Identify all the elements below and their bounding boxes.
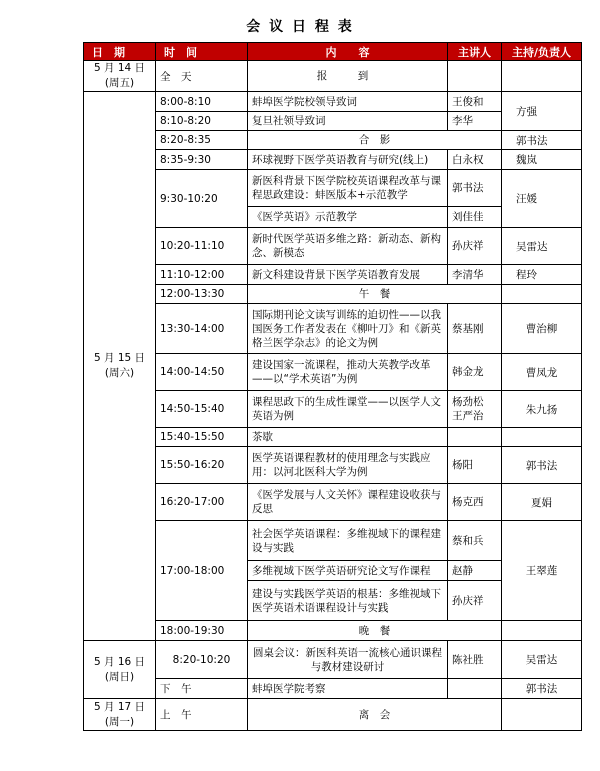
table-row — [84, 447, 582, 484]
content-cell: 《医学发展与人文关怀》课程建设收获与反思 — [248, 484, 448, 521]
header-host: 主持/负责人 — [502, 43, 582, 61]
host-cell — [502, 621, 582, 641]
date-cell: 5 月 14 日 (周五) — [84, 61, 156, 92]
table-row — [84, 354, 582, 391]
time-cell: 14:50-15:40 — [156, 391, 248, 428]
table-row — [84, 92, 582, 112]
speaker-cell: 李清华 — [448, 265, 502, 285]
host-cell: 曹治柳 — [502, 304, 582, 354]
host-cell: 程玲 — [502, 265, 582, 285]
host-cell: 夏娟 — [502, 484, 582, 521]
content-cell: 蚌埠医学院考察 — [248, 679, 448, 699]
content-cell: 茶歇 — [248, 428, 448, 447]
header-date: 日 期 — [84, 43, 156, 61]
content-cell: 建设与实践医学英语的根基：多维视域下医学英语术语课程设计与实践 — [248, 581, 448, 621]
speaker-cell: 杨克西 — [448, 484, 502, 521]
time-cell: 15:50-16:20 — [156, 447, 248, 484]
time-cell: 10:20-11:10 — [156, 228, 248, 265]
speaker-cell: 陈社胜 — [448, 641, 502, 679]
speaker-cell: 白永权 — [448, 150, 502, 170]
speaker-cell: 郭书法 — [448, 170, 502, 207]
table-row — [84, 521, 582, 561]
host-cell: 方强 — [502, 92, 582, 131]
speaker-cell: 杨阳 — [448, 447, 502, 484]
header-content: 内 容 — [248, 43, 448, 61]
date-cell: 5 月 15 日 (周六) — [84, 92, 156, 641]
speaker-cell: 蔡基刚 — [448, 304, 502, 354]
speaker-cell: 王俊和 — [448, 92, 502, 112]
table-row — [84, 699, 582, 731]
content-cell: 环球视野下医学英语教育与研究(线上) — [248, 150, 448, 170]
content-cell: 午 餐 — [248, 285, 502, 304]
speaker-cell: 韩金龙 — [448, 354, 502, 391]
time-cell: 8:00-8:10 — [156, 92, 248, 112]
speaker-cell — [448, 679, 502, 699]
content-cell: 合 影 — [248, 131, 502, 150]
table-row — [84, 61, 582, 92]
host-cell: 朱九扬 — [502, 391, 582, 428]
table-row — [84, 304, 582, 354]
table-row — [84, 170, 582, 207]
table-row — [84, 150, 582, 170]
time-cell: 14:00-14:50 — [156, 354, 248, 391]
content-cell: 蚌埠医学院校领导致词 — [248, 92, 448, 112]
content-cell: 新文科建设背景下医学英语教育发展 — [248, 265, 448, 285]
time-cell: 上 午 — [156, 699, 248, 731]
host-cell: 郭书法 — [502, 679, 582, 699]
time-cell: 11:10-12:00 — [156, 265, 248, 285]
host-cell — [502, 61, 582, 92]
header-row — [84, 43, 582, 61]
host-cell — [502, 285, 582, 304]
host-cell — [502, 428, 582, 447]
table-row — [84, 428, 582, 447]
header-speaker: 主讲人 — [448, 43, 502, 61]
host-cell: 吴雷达 — [502, 228, 582, 265]
schedule-table — [83, 42, 582, 731]
speaker-cell: 李华 — [448, 112, 502, 131]
date-cell: 5 月 17 日 (周一) — [84, 699, 156, 731]
content-cell: 新时代医学英语多维之路：新动态、新构念、新模态 — [248, 228, 448, 265]
speaker-cell: 杨劲松 王严治 — [448, 391, 502, 428]
table-row — [84, 265, 582, 285]
table-row — [84, 641, 582, 679]
speaker-cell: 刘佳佳 — [448, 207, 502, 228]
time-cell: 17:00-18:00 — [156, 521, 248, 621]
table-row — [84, 484, 582, 521]
time-cell: 12:00-13:30 — [156, 285, 248, 304]
speaker-cell — [448, 428, 502, 447]
table-row — [84, 285, 582, 304]
time-cell: 9:30-10:20 — [156, 170, 248, 228]
time-cell: 8:20-8:35 — [156, 131, 248, 150]
host-cell — [502, 699, 582, 731]
time-cell: 下 午 — [156, 679, 248, 699]
content-cell: 医学英语课程教材的使用理念与实践应用：以河北医科大学为例 — [248, 447, 448, 484]
time-cell: 15:40-15:50 — [156, 428, 248, 447]
speaker-cell: 蔡和兵 — [448, 521, 502, 561]
header-time: 时 间 — [156, 43, 248, 61]
speaker-cell — [448, 61, 502, 92]
host-cell: 魏岚 — [502, 150, 582, 170]
content-cell: 复旦社领导致词 — [248, 112, 448, 131]
host-cell: 郭书法 — [502, 447, 582, 484]
content-cell: 报 到 — [248, 61, 448, 92]
content-cell: 《医学英语》示范教学 — [248, 207, 448, 228]
table-row — [84, 228, 582, 265]
content-cell: 社会医学英语课程：多维视域下的课程建设与实践 — [248, 521, 448, 561]
content-cell: 课程思政下的生成性课堂——以医学人文英语为例 — [248, 391, 448, 428]
time-cell: 全 天 — [156, 61, 248, 92]
table-row — [84, 391, 582, 428]
time-cell: 8:35-9:30 — [156, 150, 248, 170]
content-cell: 多维视域下医学英语研究论文写作课程 — [248, 561, 448, 581]
page-title: 会 议 日 程 表 — [246, 19, 354, 35]
host-cell: 汪媛 — [502, 170, 582, 228]
speaker-cell: 赵静 — [448, 561, 502, 581]
host-cell: 王翠莲 — [502, 521, 582, 621]
time-cell: 8:20-10:20 — [156, 641, 248, 679]
content-cell: 建设国家一流课程，推动大英教学改革——以“学术英语”为例 — [248, 354, 448, 391]
content-cell: 新医科背景下医学院校英语课程改革与课程思政建设：蚌医版本+示范教学 — [248, 170, 448, 207]
host-cell: 曹凤龙 — [502, 354, 582, 391]
content-cell: 圆桌会议：新医科英语一流核心通识课程与教材建设研讨 — [248, 641, 448, 679]
table-row — [84, 131, 582, 150]
table-row — [84, 621, 582, 641]
time-cell: 13:30-14:00 — [156, 304, 248, 354]
content-cell: 国际期刊论文读写训练的迫切性——以我国医务工作者发表在《柳叶刀》和《新英格兰医学杂志》的论文为例 — [248, 304, 448, 354]
content-cell: 离 会 — [248, 699, 502, 731]
time-cell: 18:00-19:30 — [156, 621, 248, 641]
speaker-cell: 孙庆祥 — [448, 228, 502, 265]
date-cell: 5 月 16 日 (周日) — [84, 641, 156, 699]
host-cell: 郭书法 — [502, 131, 582, 150]
content-cell: 晚 餐 — [248, 621, 502, 641]
table-row — [84, 679, 582, 699]
speaker-cell: 孙庆祥 — [448, 581, 502, 621]
time-cell: 16:20-17:00 — [156, 484, 248, 521]
time-cell: 8:10-8:20 — [156, 112, 248, 131]
host-cell: 吴雷达 — [502, 641, 582, 679]
